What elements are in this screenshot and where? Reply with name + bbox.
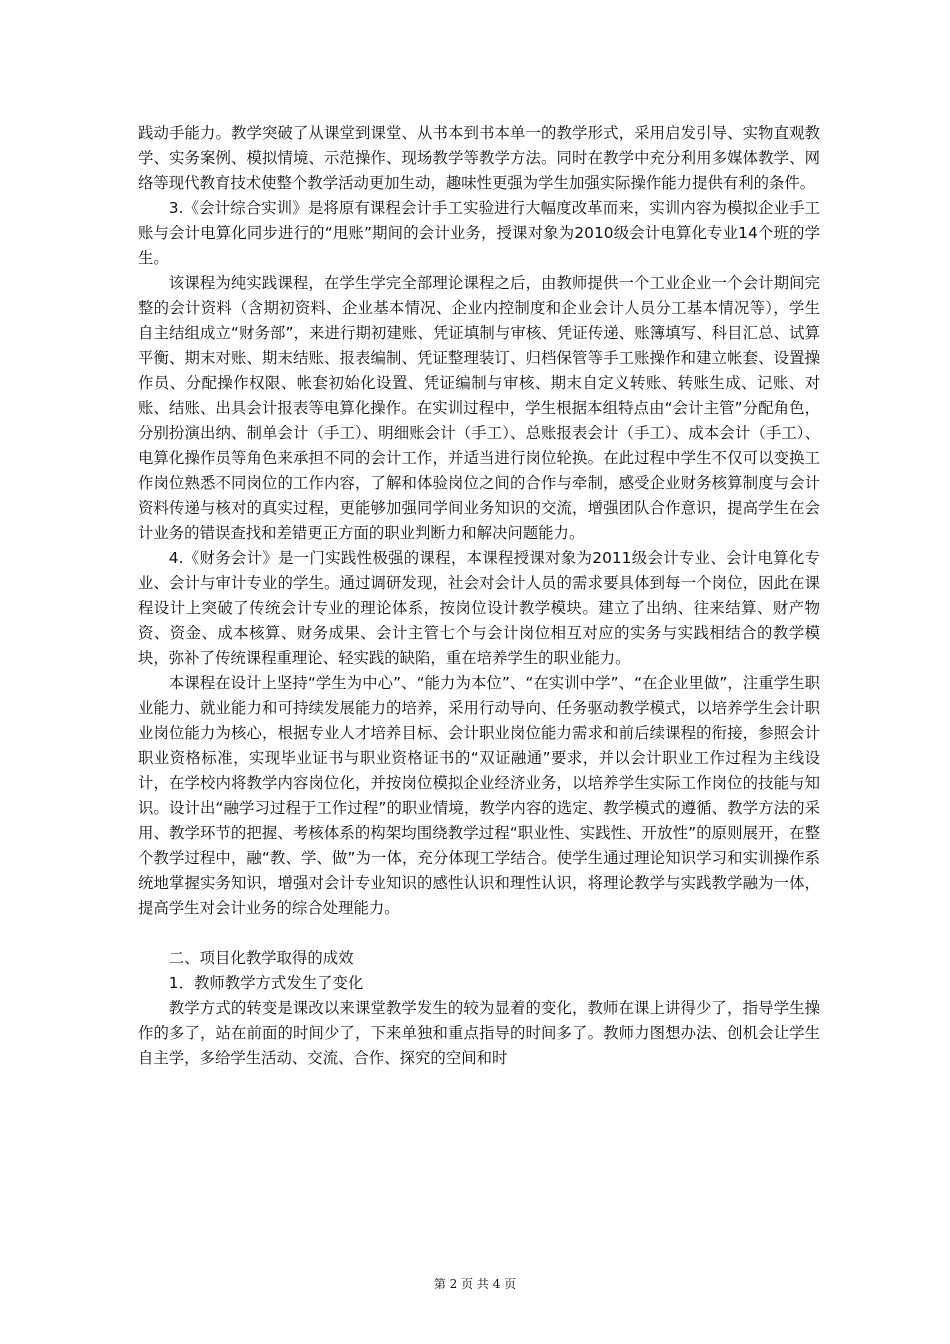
paragraph-teaching-change: 教学方式的转变是课改以来课堂教学发生的较为显着的变化，教师在课上讲得少了，指导学生操作的多了，站在前面的时间少了，下来单独和重点指导的时间多了。教师力图想办法、创机会让学生自主学，多给学生活动、交流、合作、探究的空间和时 (138, 999, 820, 1067)
page-footer: 第 2 页 共 4 页 (433, 1277, 517, 1291)
subsection-heading: 1．教师教学方式发生了变化 (168, 974, 364, 992)
blank-line (138, 921, 820, 946)
document-body (138, 121, 820, 1071)
paragraph-practice-course: 该课程为纯实践课程，在学生学完全部理论课程之后，由教师提供一个工业企业一个会计期间完整的会计资料（含期初资料、企业基本情况、企业内控制度和企业会计人员分工基本情况等），学生自主结组成立“财务部”，来进行期初建账、凭证填制与审核、凭证传递、账簿填写、科目汇总、试算平衡、期末对账、期末结账、报表编制、凭证整理装订、归档保管等手工账操作和建立帐套、设置操作员、分配操作权限、帐套初始化设置、凭证编制与审核、期末自定义转账、转账生成、记账、对账、结账、出具会计报表等电算化操作。在实训过程中，学生根据本组特点由“会计主管”分配角色，分别扮演出纳、制单会计（手工）、明细账会计（手工）、总账报表会计（手工）、成本会计（手工）、电算化操作员等角色来承担不同的会计工作，并适当进行岗位轮换。在此过程中学生不仅可以变换工作岗位熟悉不同岗位的工作内容，了解和体验岗位之间的合作与牵制，感受企业财务核算制度与会计资料传递与核对的真实过程，更能够加强同学间业务知识的交流，增强团队合作意识，提高学生在会计业务的错误查找和差错更正方面的职业判断力和解决问题能力。 (138, 274, 820, 542)
paragraph-1: 践动手能力。教学突破了从课堂到课堂、从书本到书本单一的教学形式，采用启发引导、实物直观教学、实务案例、模拟情境、示范操作、现场教学等教学方法。同时在教学中充分利用多媒体教学、网络等现代教育技术使整个教学活动更加生动，趣味性更强为学生加强实际操作能力提供有利的条件。 (138, 124, 820, 192)
paragraph-accounting-practice: 3.《会计综合实训》是将原有课程会计手工实验进行大幅度改革而来，实训内容为模拟企业手工账与会计电算化同步进行的“甩账”期间的会计业务，授课对象为2010级会计电算化专业14个班的学生。 (138, 199, 820, 267)
paragraph-course-design: 本课程在设计上坚持“学生为中心”、“能力为本位”、“在实训中学”、“在企业里做”，注重学生职业能力、就业能力和可持续发展能力的培养，采用行动导向、任务驱动教学模式，以培养学生会计职业岗位能力为核心，根据专业人才培养目标、会计职业岗位能力需求和前后续课程的衔接，参照会计职业资格标准，实现毕业证书与职业资格证书的“双证融通”要求，并以会计职业工作过程为主线设计，在学校内将教学内容岗位化，并按岗位模拟企业经济业务，以培养学生实际工作岗位的技能与知识。设计出“融学习过程于工作过程”的职业情境，教学内容的选定、教学模式的遵循、教学方法的采用、教学环节的把握、考核体系的构架均围绕教学过程“职业性、实践性、开放性”的原则展开，在整个教学过程中，融“教、学、做”为一体，充分体现工学结合。使学生通过理论知识学习和实训操作系统地掌握实务知识，增强对会计专业知识的感性认识和理性认识，将理论教学与实践教学融为一体，提高学生对会计业务的综合处理能力。 (138, 674, 820, 917)
paragraph-financial-accounting: 4.《财务会计》是一门实践性极强的课程，本课程授课对象为2011级会计专业、会计电算化专业、会计与审计专业的学生。通过调研发现，社会对会计人员的需求要具体到每一个岗位，因此在课程设计上突破了传统会计专业的理论体系，按岗位设计教学模块。建立了出纳、往来结算、财产物资、资金、成本核算、财务成果、会计主管七个与会计岗位相互对应的实务与实践相结合的教学模块，弥补了传统课程重理论、轻实践的缺陷，重在培养学生的职业能力。 (138, 549, 820, 667)
section-heading: 二、项目化教学取得的成效 (168, 949, 354, 967)
